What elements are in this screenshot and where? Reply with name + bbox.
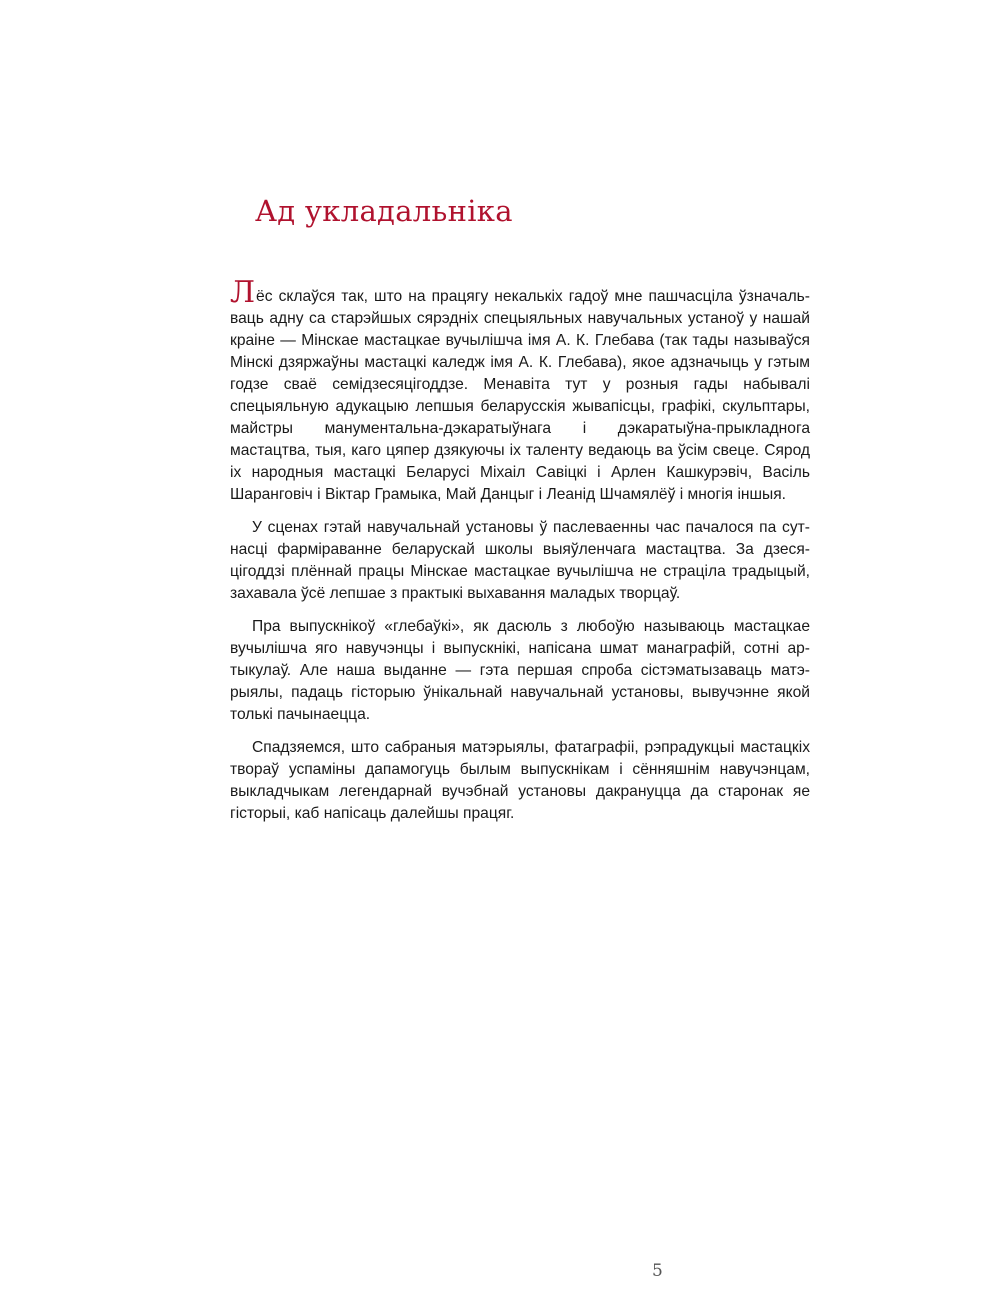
body-text [230,275,810,836]
drop-cap: Л [230,275,256,310]
paragraph-1-text: ёс склаўся так, што на працягу некалькіх гадоў мне пашчасціла ўзначальваць адну са старэйшых сярэдніх спецыяльных навучальных устаноў у нашай краіне — Мінскае мастацкае вучылішча імя А. К. Глебава (так тады называўся Мінскі дзяржаўны мастацкі каледж імя А. К. Глебава), якое адзначыць у гэтым годзе сваё семідзесяцігоддзе. Менавіта тут у розныя гады набывалі спецыяльную адукацыю лепшыя беларусскія жывапісцы, графікі, скульптары, майстры манументальна-дэкаратыўнага і дэкаратыўна-прыкладнога мастацтва, тыя, каго цяпер дзякуючы іх таленту ведаюць ва ўсім свеце. Сярод іх народныя мастацкі Беларусі Міхаіл Савіцкі і Арлен Кашкурэвіч, Васіль Шаранговіч і Віктар Грамыка, Май Данцыг і Леанід Шчамялёў і многія іншыя. [230,288,810,503]
paragraph-4: Спадзяемся, што сабраныя матэрыялы, фатаграфіі, рэпрадукцыі мастацкіх твораў успаміны дапамогуць былым выпускнікам і сённяшнім навучэнцам, выкладчыкам легендарнай вучэбнай установы дакрануцца да старонак яе гісторыі, каб напісаць далейшы працяг. [230,739,810,822]
page-number: 5 [652,1261,663,1281]
page-title: Ад укладальніка [255,194,513,228]
paragraph-2: У сценах гэтай навучальнай установы ў паслеваенны час пачалося па сутнасці фарміраванне беларускай школы выяўленчага мастацтва. За дзесяцігоддзі плённай працы Мінскае мастацкае вучылішча не страціла традыцый, захавала ўсё лепшае з практыкі выхавання маладых творцаў. [230,519,810,602]
paragraph-1 [230,275,810,506]
paragraph-3: Пра выпускнікоў «глебаўкі», як дасюль з любоўю называюць мастацкае вучылішча яго навучэнцы і выпускнікі, напісана шмат манаграфій, сотні артыкулаў. Але наша выданне — гэта першая спроба сістэматызаваць матэрыялы, падаць гісторыю ўнікальнай навучальнай установы, вывучэнне якой толькі пачынаецца. [230,618,810,723]
